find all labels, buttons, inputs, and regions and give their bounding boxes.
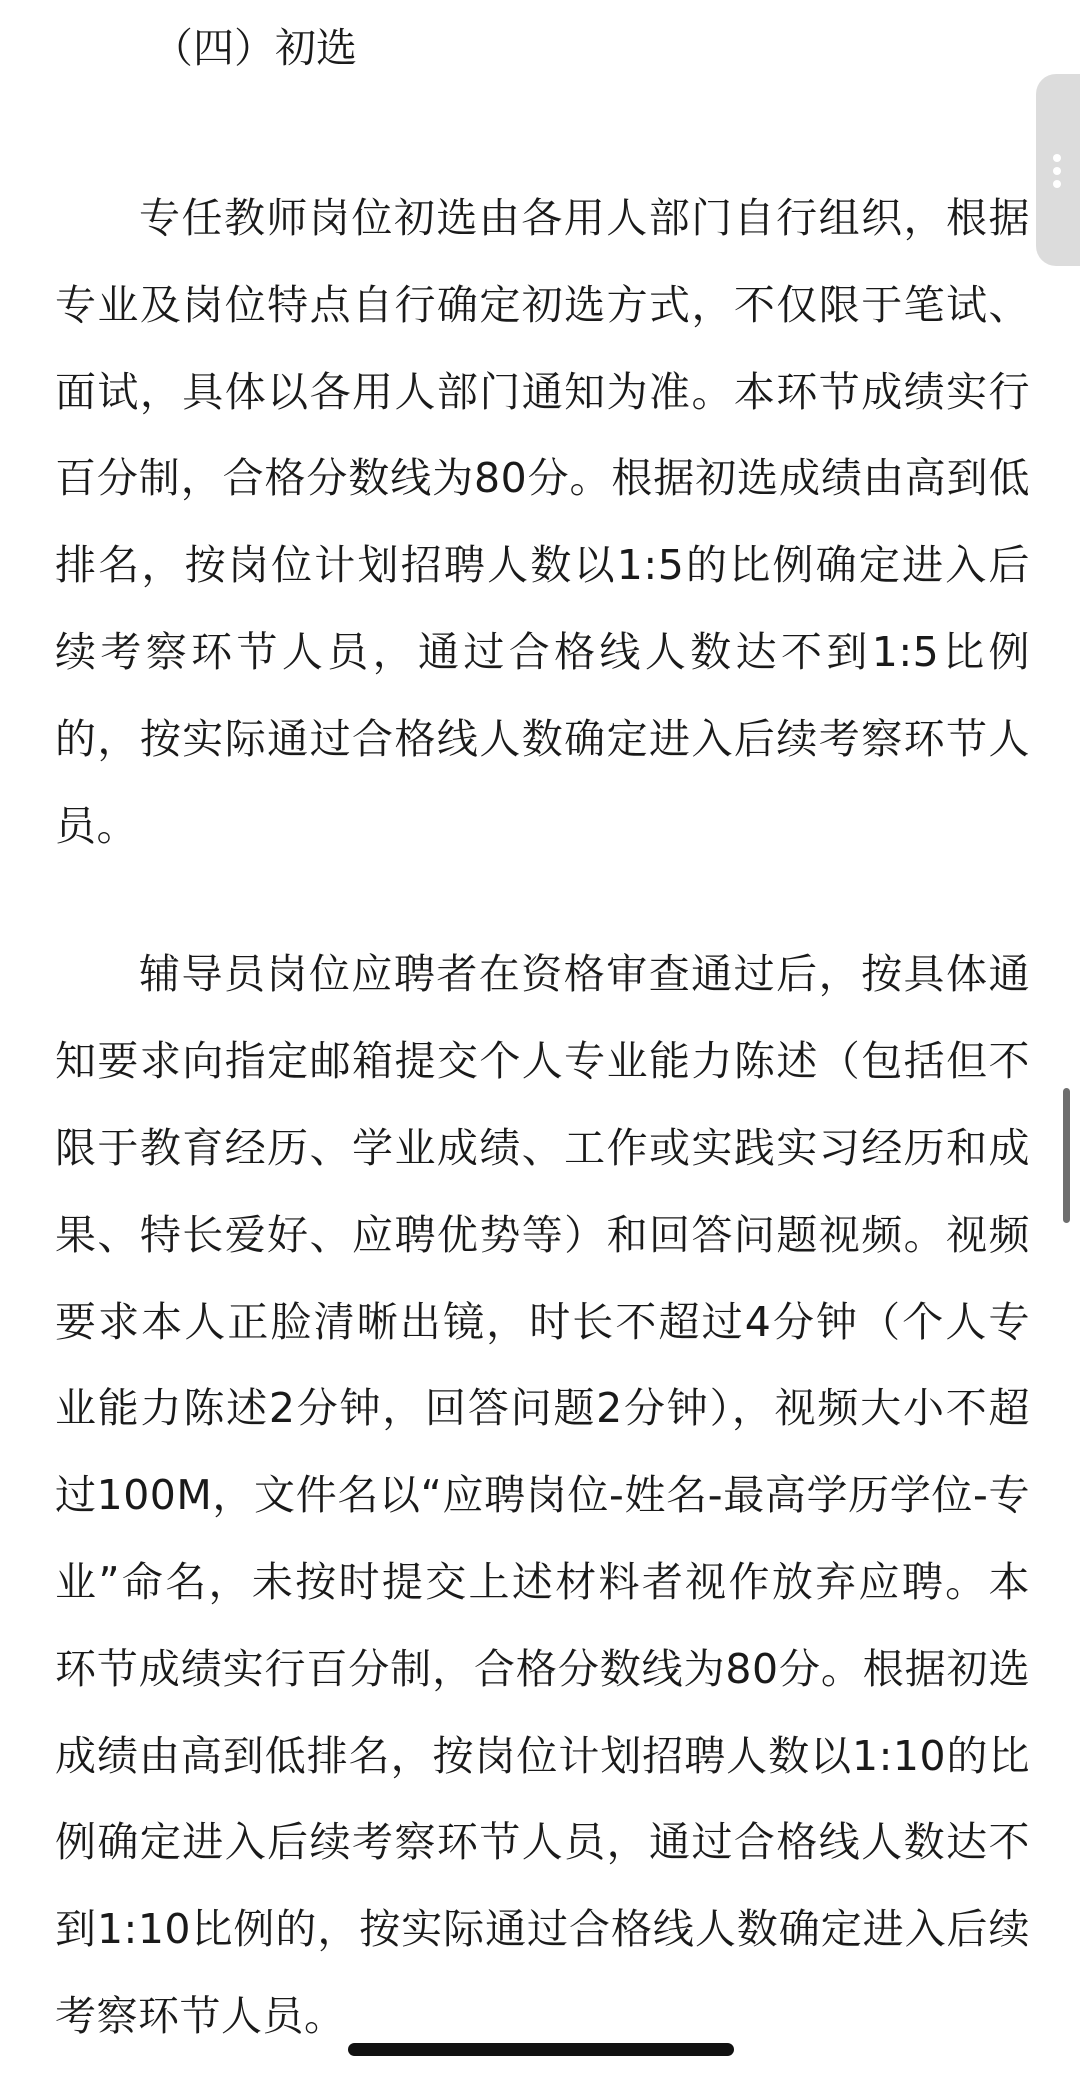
- paragraph-teacher-screening: 专任教师岗位初选由各用人部门自行组织，根据专业及岗位特点自行确定初选方式，不仅限于笔试、面试，具体以各用人部门通知为准。本环节成绩实行百分制，合格分数线为80分。根据初选成绩由高到低排名，按岗位计划招聘人数以1:5的比例确定进入后续考察环节人员，通过合格线人数达不到1:5比例的，按实际通过合格线人数确定进入后续考察环节人员。: [55, 194, 1030, 850]
- section-heading: （四）初选: [152, 24, 357, 72]
- vertical-scrollbar[interactable]: [1063, 1088, 1070, 1223]
- side-menu-handle[interactable]: [1036, 74, 1080, 266]
- home-indicator[interactable]: [348, 2043, 734, 2056]
- paragraph-counselor-screening: 辅导员岗位应聘者在资格审查通过后，按具体通知要求向指定邮箱提交个人专业能力陈述（包括但不限于教育经历、学业成绩、工作或实践实习经历和成果、特长爱好、应聘优势等）和回答问题视频。视频要求本人正脸清晰出镜，时长不超过4分钟（个人专业能力陈述2分钟，回答问题2分钟），视频大小不超过100M，文件名以“应聘岗位-姓名-最高学历学位-专业”命名，未按时提交上述材料者视作放弃应聘。本环节成绩实行百分制，合格分数线为80分。根据初选成绩由高到低排名，按岗位计划招聘人数以1:10的比例确定进入后续考察环节人员，通过合格线人数达不到1:10比例的，按实际通过合格线人数确定进入后续考察环节人员。: [55, 950, 1030, 2040]
- document-content: [55, 0, 1030, 2060]
